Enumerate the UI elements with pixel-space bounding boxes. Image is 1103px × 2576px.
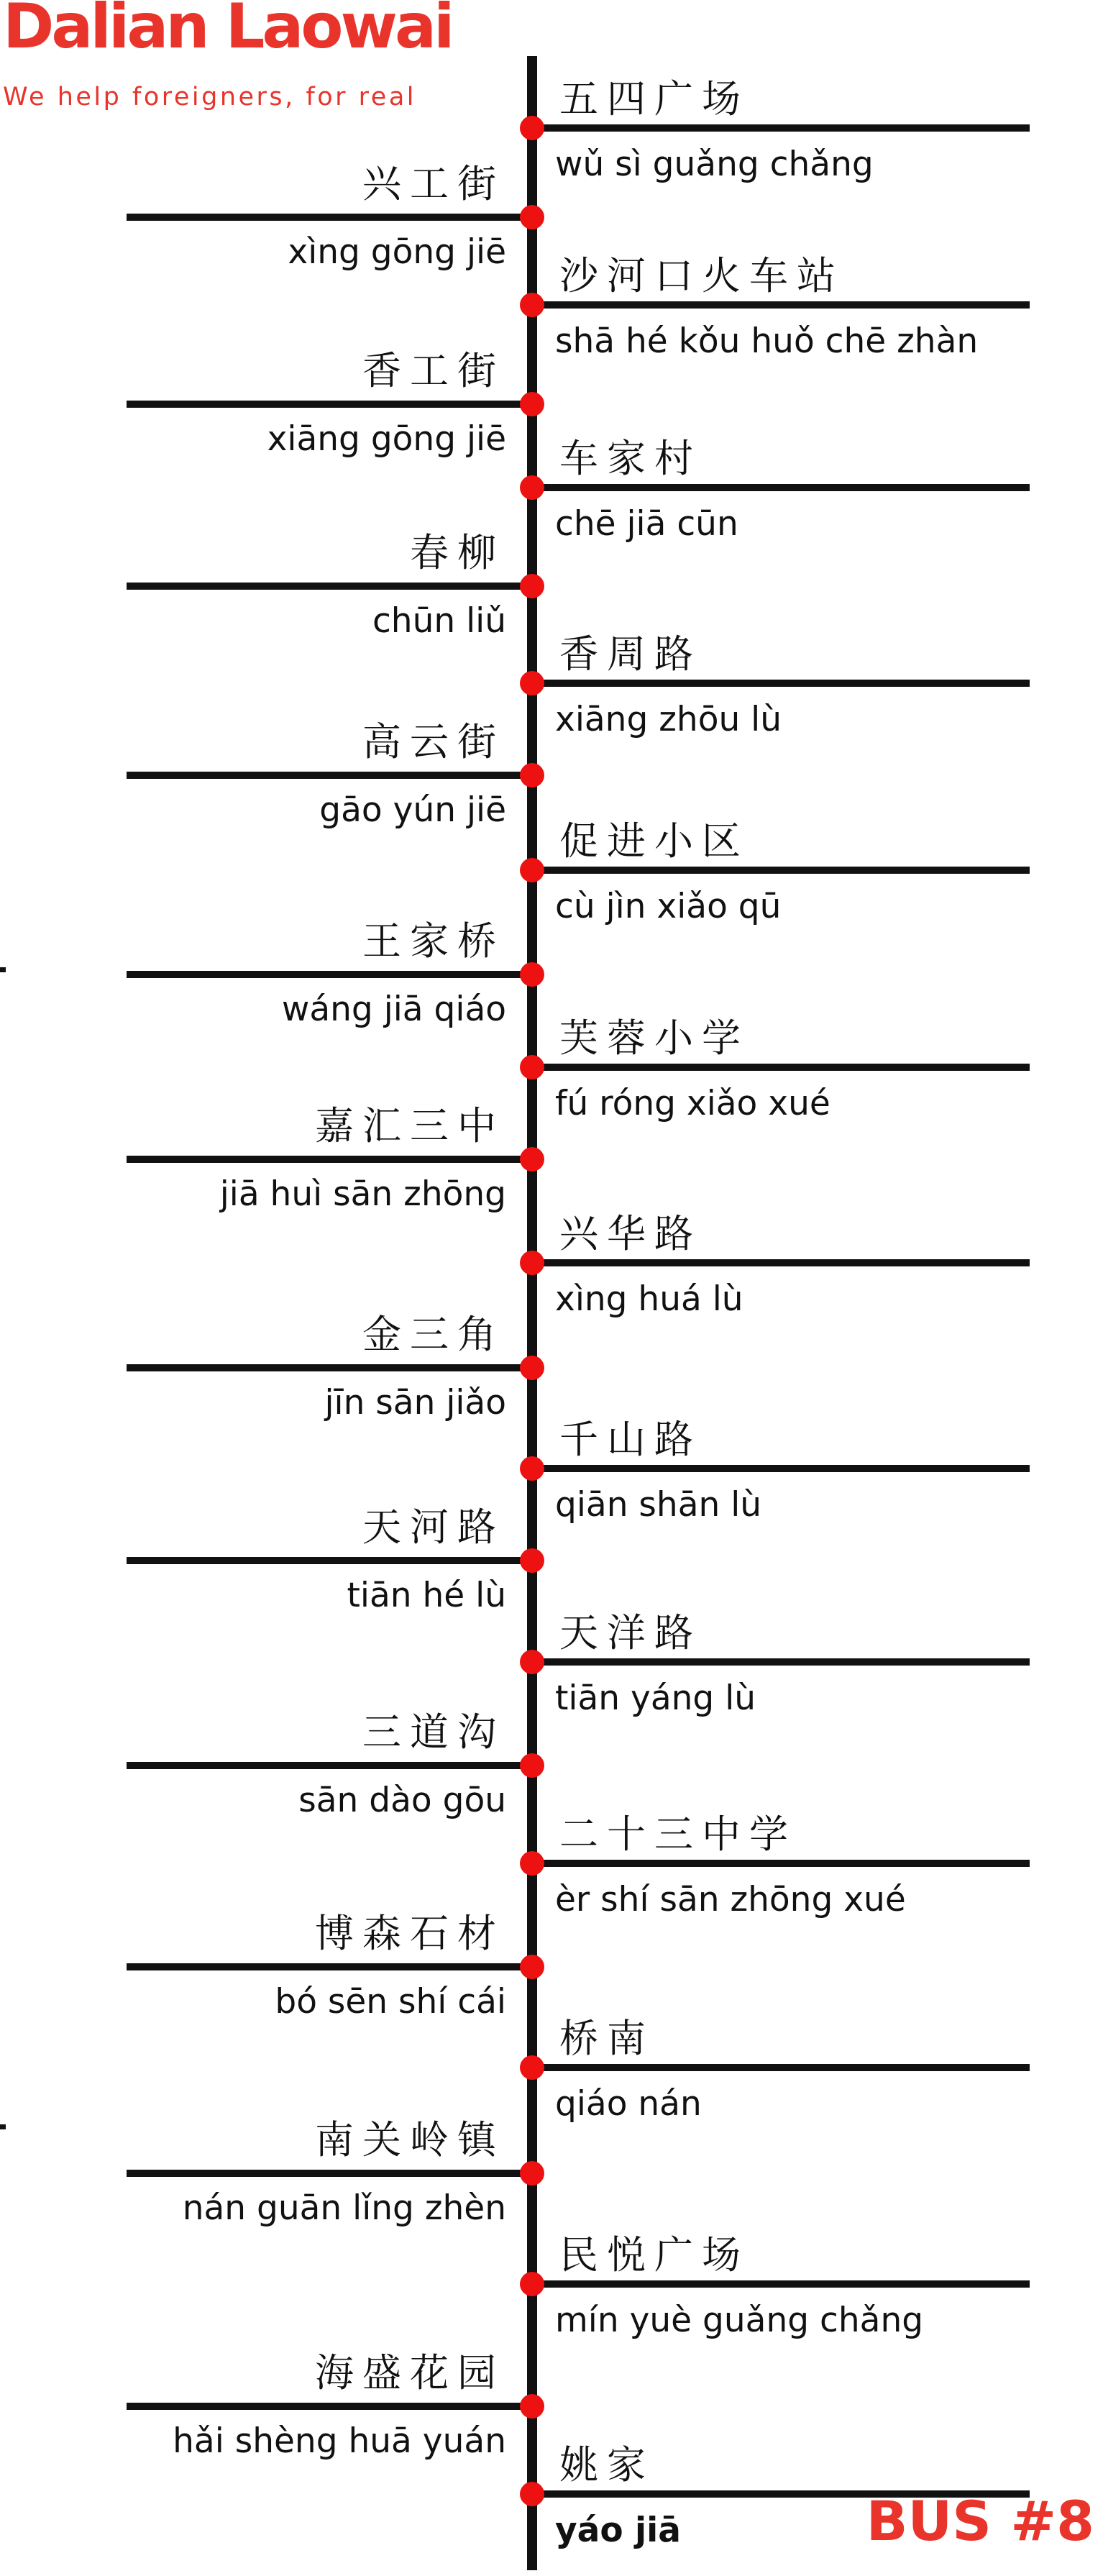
stop-pinyin: tiān yáng lù	[555, 1678, 756, 1718]
stop-pinyin: xìng gōng jiē	[288, 232, 506, 272]
stop-hanzi: 香周路	[559, 631, 702, 677]
stop-dot	[520, 763, 544, 787]
stop-pinyin: qiáo nán	[555, 2084, 702, 2124]
stop-7	[520, 631, 1030, 739]
stop-hanzi: 高云街	[362, 719, 505, 764]
brand-tagline: We help foreigners, for real	[3, 83, 416, 111]
stop-pinyin: tiān hé lù	[347, 1576, 506, 1615]
stop-hanzi: 海盛花园	[315, 2350, 505, 2395]
stop-hanzi: 兴工街	[362, 161, 505, 206]
stop-hanzi: 博森石材	[315, 1911, 505, 1956]
stop-pinyin: xiāng zhōu lù	[555, 700, 782, 739]
stop-dot	[520, 205, 544, 229]
stop-dot	[520, 858, 544, 882]
stop-1	[520, 76, 1030, 184]
stop-hanzi: 桥南	[559, 2016, 654, 2061]
stop-dot	[520, 2272, 544, 2296]
stop-dot	[520, 392, 544, 416]
stop-hanzi: 三道沟	[362, 1709, 505, 1755]
stop-hanzi: 民悦广场	[559, 2232, 749, 2278]
stop-hanzi: 南关岭镇	[315, 2117, 505, 2162]
stop-dot	[520, 671, 544, 695]
stop-14	[127, 1312, 544, 1422]
stop-dot	[520, 2394, 544, 2419]
stop-pinyin: wáng jiā qiáo	[281, 990, 506, 1029]
stop-pinyin: jiā huì sān zhōng	[219, 1174, 506, 1214]
stop-hanzi: 促进小区	[559, 818, 749, 864]
stop-dot	[520, 1251, 544, 1275]
stop-pinyin: yáo jiā	[555, 2511, 681, 2550]
stop-pinyin: shā hé kǒu huǒ chē zhàn	[555, 321, 979, 361]
stop-pinyin: chē jiā cūn	[555, 504, 738, 544]
bus-route-label: BUS #8	[866, 2489, 1094, 2553]
stop-pinyin: wǔ sì guǎng chǎng	[555, 145, 874, 184]
stop-dot	[520, 574, 544, 598]
stop-dot	[520, 1356, 544, 1380]
stop-hanzi: 天河路	[362, 1504, 505, 1550]
stop-dot	[520, 1650, 544, 1674]
stop-hanzi: 兴华路	[559, 1211, 702, 1256]
stop-hanzi: 千山路	[559, 1417, 702, 1462]
stop-dot	[520, 2055, 544, 2080]
stop-pinyin: xiāng gōng jiē	[267, 419, 506, 459]
stop-hanzi: 王家桥	[362, 918, 505, 964]
stop-2	[127, 161, 544, 272]
stop-4	[127, 348, 544, 459]
stop-hanzi: 金三角	[362, 1312, 505, 1357]
stop-dot	[520, 1055, 544, 1079]
stop-dot	[520, 2482, 544, 2506]
stop-dot	[520, 293, 544, 317]
stop-pinyin: èr shí sān zhōng xué	[555, 1880, 906, 1919]
stop-3	[520, 253, 1030, 361]
stop-6	[127, 530, 544, 641]
stop-17	[520, 1610, 1030, 1718]
stop-pinyin: bó sēn shí cái	[275, 1982, 506, 2022]
stop-pinyin: hǎi shèng huā yuán	[173, 2421, 506, 2461]
stop-dot	[520, 1456, 544, 1481]
stop-hanzi: 春柳	[410, 530, 505, 575]
stop-13	[520, 1211, 1030, 1319]
stop-pinyin: nán guān lǐng zhèn	[182, 2188, 506, 2228]
stop-dot	[520, 116, 544, 140]
stop-19	[520, 1812, 1030, 1919]
stop-18	[127, 1709, 544, 1820]
stop-15	[520, 1417, 1030, 1525]
stop-hanzi: 五四广场	[559, 76, 749, 122]
stop-hanzi: 香工街	[362, 348, 505, 393]
stop-12	[127, 1103, 544, 1214]
route-stops	[127, 76, 1030, 2550]
stop-hanzi: 车家村	[559, 436, 702, 481]
stop-pinyin: gāo yún jiē	[319, 790, 506, 830]
stop-dot	[520, 962, 544, 987]
stop-dot	[520, 1955, 544, 1979]
stop-dot	[520, 1147, 544, 1171]
stop-10	[127, 918, 544, 1029]
stop-24	[127, 2350, 544, 2461]
left-edge-tick	[0, 967, 6, 972]
stop-pinyin: jīn sān jiǎo	[324, 1383, 506, 1422]
stop-dot	[520, 1548, 544, 1573]
left-edge-tick	[0, 2124, 6, 2129]
stop-20	[127, 1911, 544, 2022]
brand-title: Dalian Laowai	[3, 0, 452, 63]
stop-pinyin: sān dào gōu	[298, 1781, 506, 1820]
stop-22	[127, 2117, 544, 2228]
stop-23	[520, 2232, 1030, 2340]
stop-hanzi: 芙蓉小学	[559, 1015, 749, 1061]
stop-hanzi: 天洋路	[559, 1610, 702, 1655]
stop-dot	[520, 475, 544, 500]
stop-8	[127, 719, 544, 830]
stop-pinyin: fú róng xiǎo xué	[555, 1084, 830, 1123]
stop-pinyin: mín yuè guǎng chǎng	[555, 2301, 924, 2340]
stop-hanzi: 二十三中学	[559, 1812, 797, 1857]
stop-hanzi: 姚家	[559, 2442, 654, 2488]
stop-pinyin: xìng huá lù	[555, 1279, 743, 1319]
stop-dot	[520, 1851, 544, 1876]
stop-pinyin: qiān shān lù	[555, 1485, 762, 1525]
stop-pinyin: cù jìn xiǎo qū	[555, 887, 782, 926]
stop-hanzi: 嘉汇三中	[315, 1103, 505, 1148]
stop-pinyin: chūn liǔ	[372, 601, 506, 641]
stop-hanzi: 沙河口火车站	[559, 253, 844, 298]
stop-5	[520, 436, 1030, 544]
stop-dot	[520, 2161, 544, 2186]
stop-16	[127, 1504, 544, 1615]
stop-dot	[520, 1753, 544, 1778]
stop-21	[520, 2016, 1030, 2124]
stop-11	[520, 1015, 1030, 1123]
stop-9	[520, 818, 1030, 926]
